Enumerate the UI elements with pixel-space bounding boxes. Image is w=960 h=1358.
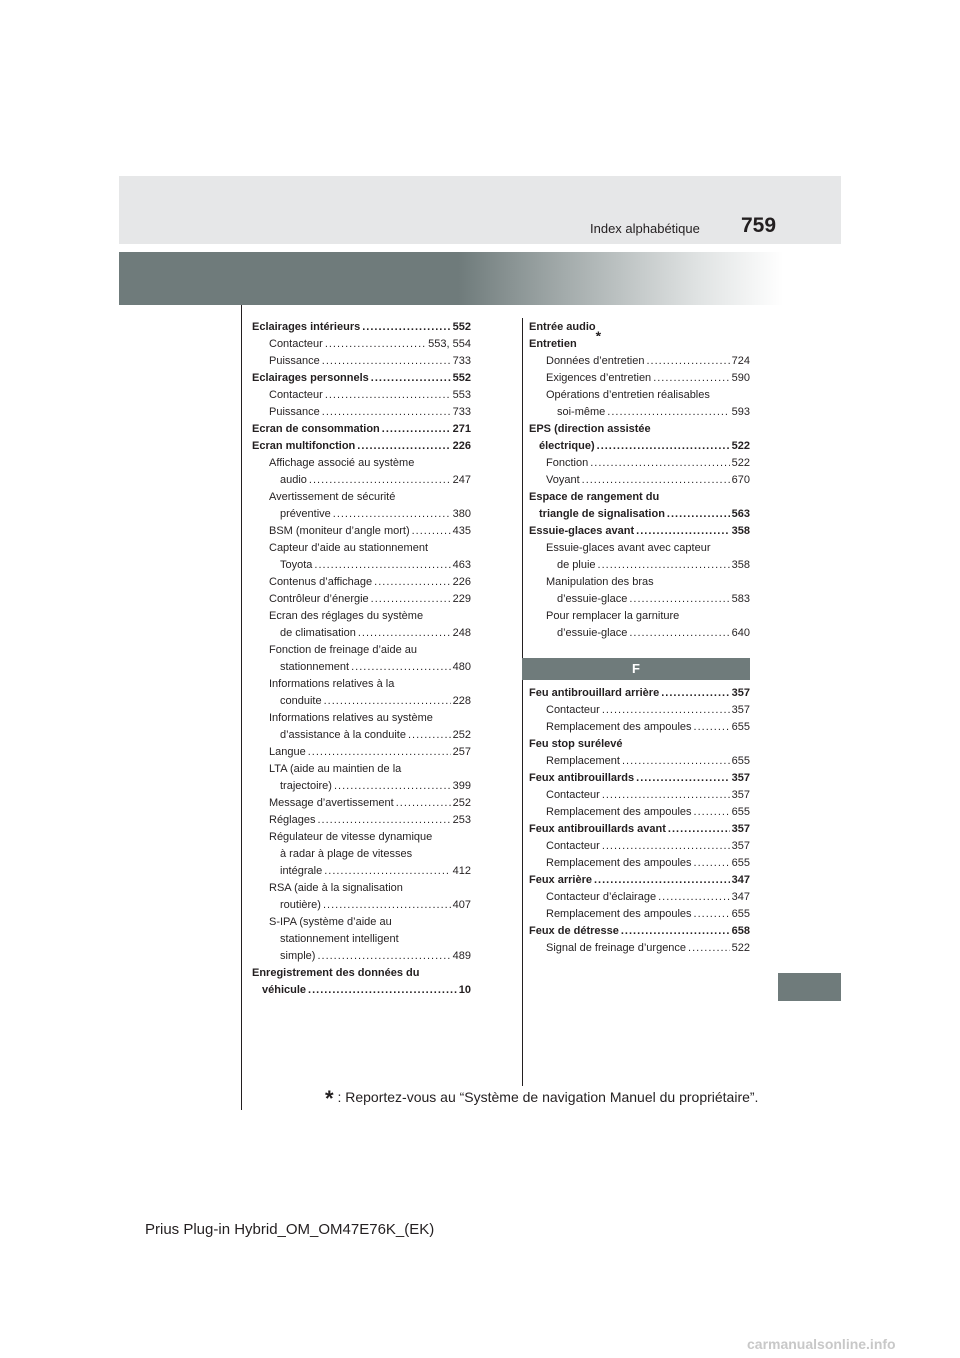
- dot-leader: [590, 455, 729, 472]
- index-entry-line: Essuie-glaces avant avec capteur: [546, 542, 711, 554]
- index-entry-line: à radar à plage de vitesses: [280, 848, 413, 860]
- index-entry: [529, 557, 750, 574]
- index-term: de climatisation: [280, 627, 356, 639]
- index-entry-line: EPS (direction assistée: [529, 423, 651, 435]
- index-term: d’essuie-glace: [557, 627, 628, 639]
- index-term: Exigences d’entretien: [546, 372, 652, 384]
- page-reference: 583: [731, 593, 750, 605]
- index-entry-line: Ecran des réglages du système: [269, 610, 424, 622]
- dot-leader: [658, 889, 730, 906]
- page-reference: 226: [452, 440, 471, 452]
- index-term: Contacteur: [269, 389, 323, 401]
- page-reference: 357: [731, 823, 750, 835]
- page-reference: 553, 554: [428, 338, 471, 350]
- watermark: carmanualsonline.info: [747, 1336, 896, 1352]
- page-reference: 407: [452, 899, 471, 911]
- index-entry-line: Informations relatives au système: [269, 712, 433, 724]
- page-reference: 463: [452, 559, 471, 571]
- index-term: Données d’entretien: [546, 355, 645, 367]
- index-entry: [529, 838, 750, 855]
- dot-leader: [309, 472, 451, 489]
- index-entry-line: Pour remplacer la garniture: [546, 610, 680, 622]
- page-reference: 357: [731, 704, 750, 716]
- page-reference: 226: [452, 576, 471, 588]
- index-term: routière): [280, 899, 321, 911]
- index-entry: [529, 719, 750, 736]
- dot-leader: [324, 693, 451, 710]
- index-term: Contrôleur d’énergie: [269, 593, 369, 605]
- page-reference: 655: [731, 857, 750, 869]
- index-term: Puissance: [269, 355, 320, 367]
- index-entry-line: Fonction de freinage d’aide au: [269, 644, 417, 656]
- dot-leader: [334, 778, 451, 795]
- page-reference: 257: [452, 746, 471, 758]
- index-term: Contacteur: [546, 789, 600, 801]
- index-term: Réglages: [269, 814, 316, 826]
- index-entry-line: RSA (aide à la signalisation: [269, 882, 403, 894]
- index-term: Puissance: [269, 406, 320, 418]
- index-entry: [252, 659, 471, 676]
- page-reference: 347: [731, 874, 750, 886]
- page-reference: 655: [731, 721, 750, 733]
- index-entry: [252, 506, 471, 523]
- index-term: Feux antibrouillards avant: [529, 823, 666, 835]
- index-entry: [252, 591, 471, 608]
- index-entry: [252, 557, 471, 574]
- index-entry: [529, 353, 750, 370]
- dot-leader: [325, 387, 451, 404]
- index-term: Remplacement des ampoules: [546, 857, 692, 869]
- index-column-2-section-f: [529, 685, 750, 957]
- index-entry: [252, 812, 471, 829]
- page-reference: 271: [452, 423, 471, 435]
- dot-leader: [371, 591, 451, 608]
- section-title: Index alphabétique: [590, 221, 700, 236]
- page-reference: 522: [731, 457, 750, 469]
- index-entry-line: Informations relatives à la: [269, 678, 395, 690]
- index-term: conduite: [280, 695, 322, 707]
- index-entry: [252, 421, 471, 438]
- index-term: stationnement: [280, 661, 350, 673]
- index-entry: [529, 625, 750, 642]
- index-term: d’assistance à la conduite: [280, 729, 406, 741]
- index-entry: [529, 455, 750, 472]
- index-entry: [529, 804, 750, 821]
- dot-leader: [636, 523, 729, 540]
- index-entry: [529, 787, 750, 804]
- dot-leader: [594, 872, 730, 889]
- page-number: 759: [741, 214, 777, 237]
- index-entry: [529, 685, 750, 702]
- dot-leader: [357, 438, 450, 455]
- dot-leader: [622, 753, 730, 770]
- index-entry: [529, 370, 750, 387]
- index-entry-line: S-IPA (système d’aide au: [269, 916, 392, 928]
- index-entry: [252, 574, 471, 591]
- index-term: préventive: [280, 508, 331, 520]
- index-entry-line: Régulateur de vitesse dynamique: [269, 831, 433, 843]
- dot-leader: [636, 770, 730, 787]
- dot-leader: [351, 659, 451, 676]
- page-reference: 480: [452, 661, 471, 673]
- dot-leader: [582, 472, 730, 489]
- index-term: simple): [280, 950, 316, 962]
- dot-leader: [694, 719, 730, 736]
- page-reference: 357: [731, 789, 750, 801]
- index-term: Feux arrière: [529, 874, 592, 886]
- dot-leader: [322, 353, 451, 370]
- dot-leader: [317, 948, 450, 965]
- dot-leader: [629, 591, 729, 608]
- index-entry: [529, 591, 750, 608]
- page-reference: 655: [731, 806, 750, 818]
- index-term: Contenus d’affichage: [269, 576, 373, 588]
- footnote-text: : Reportez-vous au “Système de navigation Manuel du propriétaire”.: [337, 1089, 759, 1105]
- page-reference: 655: [731, 755, 750, 767]
- index-term: d’essuie-glace: [557, 593, 628, 605]
- dot-leader: [374, 574, 450, 591]
- dot-leader: [322, 404, 451, 421]
- dot-leader: [333, 506, 451, 523]
- page-reference: 248: [452, 627, 471, 639]
- page-reference: 522: [731, 942, 750, 954]
- index-term: Voyant: [546, 474, 580, 486]
- dot-leader: [646, 353, 729, 370]
- index-entry: [529, 821, 750, 838]
- index-entry: [252, 897, 471, 914]
- index-entry-line: Feu stop surélevé: [529, 738, 623, 750]
- page-reference: 10: [458, 984, 471, 996]
- dot-leader: [324, 863, 450, 880]
- dot-leader: [362, 319, 450, 336]
- index-term: Remplacement des ampoules: [546, 721, 692, 733]
- index-entry: [529, 889, 750, 906]
- index-entry: Entrée audio *: [529, 321, 602, 336]
- page-reference: 658: [731, 925, 750, 937]
- page-reference: 228: [452, 695, 471, 707]
- index-entry: [252, 387, 471, 404]
- chapter-side-tab: [778, 973, 841, 1001]
- index-term: Feu antibrouillard arrière: [529, 687, 660, 699]
- dot-leader: [317, 812, 450, 829]
- index-entry-line: Affichage associé au système: [269, 457, 415, 469]
- index-entry: [252, 795, 471, 812]
- index-term: Remplacement des ampoules: [546, 908, 692, 920]
- index-entry: [529, 753, 750, 770]
- index-term: Remplacement des ampoules: [546, 806, 692, 818]
- dot-leader: [396, 795, 451, 812]
- index-entry-line: stationnement intelligent: [280, 933, 399, 945]
- page-reference: 380: [452, 508, 471, 520]
- index-entry: [529, 336, 750, 353]
- dot-leader: [382, 421, 451, 438]
- index-entry: [252, 625, 471, 642]
- dot-leader: [408, 727, 451, 744]
- index-entry-line: Avertissement de sécurité: [269, 491, 396, 503]
- index-entry-line: Manipulation des bras: [546, 576, 654, 588]
- index-term: électrique): [539, 440, 595, 452]
- index-entry-line: Opérations d’entretien réalisables: [546, 389, 710, 401]
- page-reference: 252: [452, 797, 471, 809]
- index-entry: [252, 523, 471, 540]
- index-term: Contacteur: [546, 840, 600, 852]
- dot-leader: [325, 336, 426, 353]
- index-entry: [252, 370, 471, 387]
- page-reference: 357: [731, 772, 750, 784]
- dot-leader: [694, 804, 730, 821]
- dot-leader: [371, 370, 451, 387]
- column-divider: [522, 318, 523, 1086]
- page-reference: 552: [452, 321, 471, 333]
- index-entry: [529, 523, 750, 540]
- index-entry: [529, 438, 750, 455]
- index-column-1: [252, 319, 471, 999]
- index-entry: [529, 923, 750, 940]
- index-term: soi-même: [557, 406, 606, 418]
- index-term: Toyota: [280, 559, 313, 571]
- index-term: Entrée audio: [529, 321, 596, 333]
- index-entry: [529, 404, 750, 421]
- index-entry-line: Enregistrement des données du: [252, 967, 420, 979]
- dot-leader: [323, 897, 451, 914]
- page-reference: 358: [731, 525, 750, 537]
- index-entry: [252, 948, 471, 965]
- index-entry-line: Capteur d’aide au stationnement: [269, 542, 428, 554]
- dot-leader: [694, 906, 730, 923]
- index-term: Essuie-glaces avant: [529, 525, 635, 537]
- dot-leader: [412, 523, 451, 540]
- index-term: triangle de signalisation: [539, 508, 665, 520]
- index-entry: [252, 744, 471, 761]
- index-entry: [252, 319, 471, 336]
- page-reference: 253: [452, 814, 471, 826]
- dot-leader: [597, 438, 730, 455]
- dot-leader: [653, 370, 729, 387]
- page-reference: 563: [731, 508, 750, 520]
- index-entry-line: Espace de rangement du: [529, 491, 660, 503]
- index-term: audio: [280, 474, 307, 486]
- index-term: Fonction: [546, 457, 589, 469]
- index-term: Langue: [269, 746, 306, 758]
- index-entry: [529, 702, 750, 719]
- page-reference: 358: [731, 559, 750, 571]
- dot-leader: [668, 821, 730, 838]
- index-term: Message d’avertissement: [269, 797, 394, 809]
- index-term: de pluie: [557, 559, 596, 571]
- index-term: Contacteur: [269, 338, 323, 350]
- page-reference: 347: [731, 891, 750, 903]
- index-term: Feux antibrouillards: [529, 772, 635, 784]
- dot-leader: [308, 744, 451, 761]
- index-entry: [529, 770, 750, 787]
- dot-leader: [598, 557, 730, 574]
- page-reference: 252: [452, 729, 471, 741]
- page-reference: 590: [731, 372, 750, 384]
- index-entry: [529, 472, 750, 489]
- document-footer: Prius Plug-in Hybrid_OM_OM47E76K_(EK): [145, 1221, 435, 1238]
- dot-leader: [621, 923, 730, 940]
- index-entry: [252, 693, 471, 710]
- index-entry: [252, 778, 471, 795]
- index-entry: [529, 506, 750, 523]
- page-reference: 247: [452, 474, 471, 486]
- header-band: [119, 176, 841, 244]
- page-reference: 640: [731, 627, 750, 639]
- index-entry: [252, 438, 471, 455]
- index-entry-line: LTA (aide au maintien de la: [269, 763, 402, 775]
- dot-leader: [602, 702, 730, 719]
- index-term: BSM (moniteur d’angle mort): [269, 525, 410, 537]
- page-reference: 435: [452, 525, 471, 537]
- left-margin-rule: [241, 305, 242, 1110]
- index-entry: [529, 855, 750, 872]
- page-reference: 655: [731, 908, 750, 920]
- page-reference: 229: [452, 593, 471, 605]
- index-entry: [529, 872, 750, 889]
- index-term: trajectoire): [280, 780, 332, 792]
- index-term: Contacteur: [546, 704, 600, 716]
- page-reference: 399: [452, 780, 471, 792]
- index-entry: [252, 353, 471, 370]
- chapter-banner: [119, 252, 841, 305]
- dot-leader: [602, 787, 730, 804]
- index-term: Ecran multifonction: [252, 440, 356, 452]
- index-term: véhicule: [262, 984, 307, 996]
- dot-leader: [688, 940, 730, 957]
- footnote: [325, 1086, 758, 1112]
- dot-leader: [308, 982, 457, 999]
- page-reference: 552: [452, 372, 471, 384]
- index-term: intégrale: [280, 865, 323, 877]
- dot-leader: [629, 625, 729, 642]
- index-column-2: [529, 319, 750, 642]
- index-entry: [252, 472, 471, 489]
- dot-leader: [358, 625, 451, 642]
- index-term: Remplacement: [546, 755, 620, 767]
- dot-leader: [607, 404, 729, 421]
- page-reference: 489: [452, 950, 471, 962]
- dot-leader: [694, 855, 730, 872]
- index-entry: [252, 982, 471, 999]
- index-entry: [252, 404, 471, 421]
- page-reference: 670: [731, 474, 750, 486]
- dot-leader: [602, 838, 730, 855]
- page-reference: 724: [731, 355, 750, 367]
- index-entry: [529, 906, 750, 923]
- dot-leader: [314, 557, 450, 574]
- index-entry: [529, 940, 750, 957]
- index-term: Ecran de consommation: [252, 423, 380, 435]
- dot-leader: [667, 506, 730, 523]
- index-entry: [252, 727, 471, 744]
- page-reference: 553: [452, 389, 471, 401]
- index-entry: [252, 863, 471, 880]
- page-reference: 412: [452, 865, 471, 877]
- page-reference: 593: [731, 406, 750, 418]
- section-letter-bar: F: [522, 658, 750, 680]
- dot-leader: [661, 685, 729, 702]
- footnote-marker: *: [325, 1086, 334, 1111]
- page-reference: 522: [731, 440, 750, 452]
- index-term: Signal de freinage d’urgence: [546, 942, 687, 954]
- index-term: Feux de détresse: [529, 925, 619, 937]
- index-entry: [252, 336, 471, 353]
- page-reference: 733: [452, 406, 471, 418]
- index-term: Entretien: [529, 338, 577, 350]
- index-term: Eclairages personnels: [252, 372, 369, 384]
- page-reference: 357: [731, 840, 750, 852]
- index-term: Eclairages intérieurs: [252, 321, 361, 333]
- page-reference: 357: [731, 687, 750, 699]
- page-reference: 733: [452, 355, 471, 367]
- index-term: Contacteur d’éclairage: [546, 891, 657, 903]
